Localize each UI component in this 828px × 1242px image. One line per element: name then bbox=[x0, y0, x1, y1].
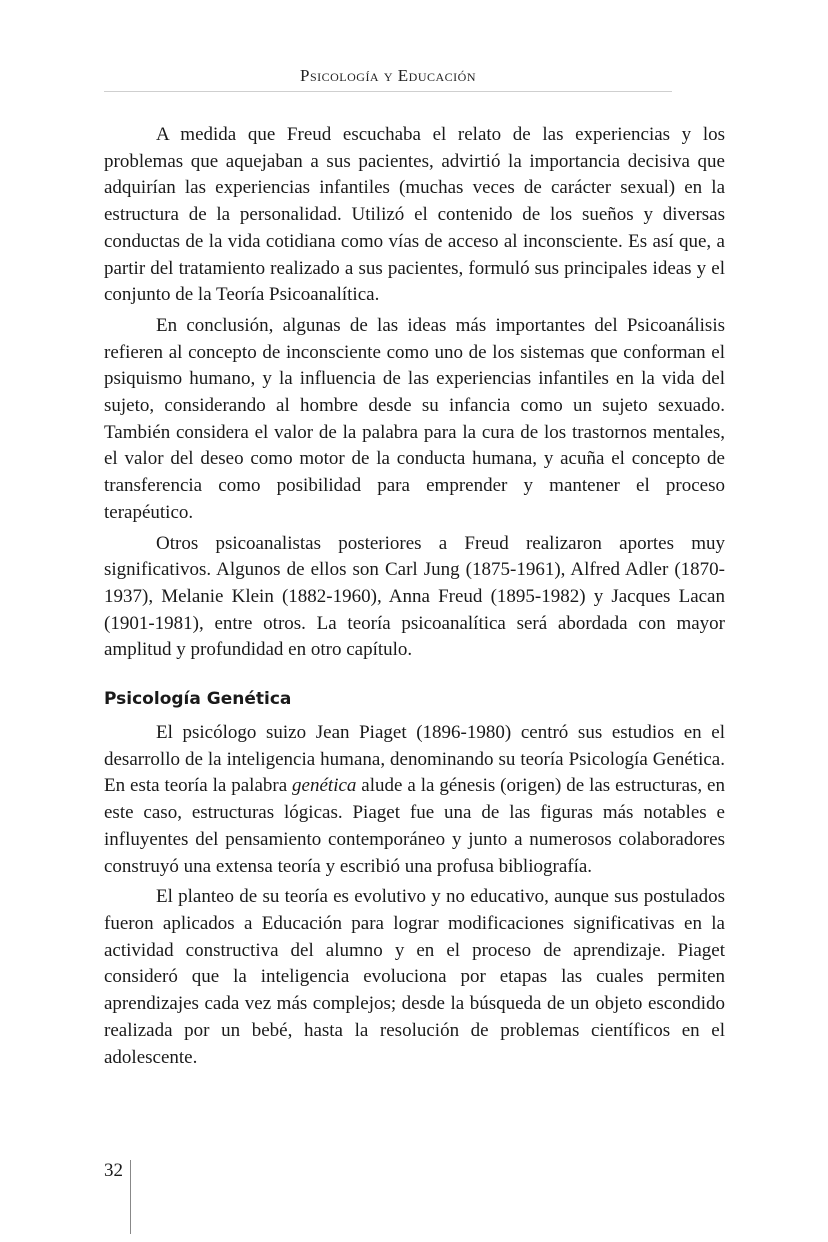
text: alude a la génesis (origen) de las estructuras, en este caso, estructuras lógicas. Piaget fue una de las figuras más notables e influyentes del pensamiento contemporáneo y junto a numerosos colaboradores construyó una extensa teoría y escribió una profusa bibliografía. bbox=[104, 775, 725, 877]
section-heading: Psicología Genética bbox=[104, 689, 292, 710]
paragraph: Otros psicoanalistas posteriores a Freud realizaron aportes muy significativos. Algunos de ellos son Carl Jung (1875-1961), Alfred Adler (1870-1937), Melanie Klein (1882-1960), Anna Freud (1895-1982) y Jacques Lacan (1901-1981), entre otros. La teoría psicoanalítica será abordada con mayor amplitud y profundidad en otro capítulo. bbox=[104, 532, 725, 661]
italic-term: genética bbox=[292, 775, 357, 797]
paragraph: El planteo de su teoría es evolutivo y no educativo, aunque sus postulados fueron aplicados a Educación para lograr modificaciones significativas en la actividad constructiva del alumno y en el proceso de aprendizaje. Piaget consideró que la inteligencia evoluciona por etapas las cuales permiten aprendizajes cada vez más complejos; desde la búsqueda de un objeto escondido realizada por un bebé, hasta la resolución de problemas científicos en el adolescente. bbox=[104, 886, 725, 1068]
footer-rule bbox=[130, 1160, 131, 1234]
paragraph bbox=[104, 720, 725, 880]
paragraph: A medida que Freud escuchaba el relato de las experiencias y los problemas que aquejaban a sus pacientes, advirtió la importancia decisiva que adquirían las experiencias infantiles (muchas veces de carácter sexual) en la estructura de la personalidad. Utilizó el contenido de los sueños y diversas conductas de la vida cotidiana como vías de acceso al inconsciente. Es así que, a partir del tratamiento realizado a sus pacientes, formuló sus principales ideas y el conjunto de la Teoría Psicoanalítica. bbox=[104, 124, 725, 306]
header-rule bbox=[104, 91, 672, 92]
page-number: 32 bbox=[104, 1160, 123, 1181]
text: El psicólogo suizo Jean Piaget (1896-1980) centró sus estudios en el desarrollo de la inteligencia humana, denominando su teoría Psicología Genética. En esta teoría la palabra bbox=[104, 722, 725, 797]
page-body bbox=[104, 122, 725, 1075]
paragraph: En conclusión, algunas de las ideas más importantes del Psicoanálisis refieren al concepto de inconsciente como uno de los sistemas que conforman el psiquismo humano, y la influencia de las experiencias infantiles en la vida del sujeto, considerando al hombre desde su infancia como un sujeto sexuado. También considera el valor de la palabra para la cura de los trastornos mentales, el valor del deseo como motor de la conducta humana, y acuña el concepto de transferencia como posibilidad para emprender y mantener el proceso terapéutico. bbox=[104, 314, 725, 523]
running-header: Psicología y Educación bbox=[299, 66, 476, 85]
